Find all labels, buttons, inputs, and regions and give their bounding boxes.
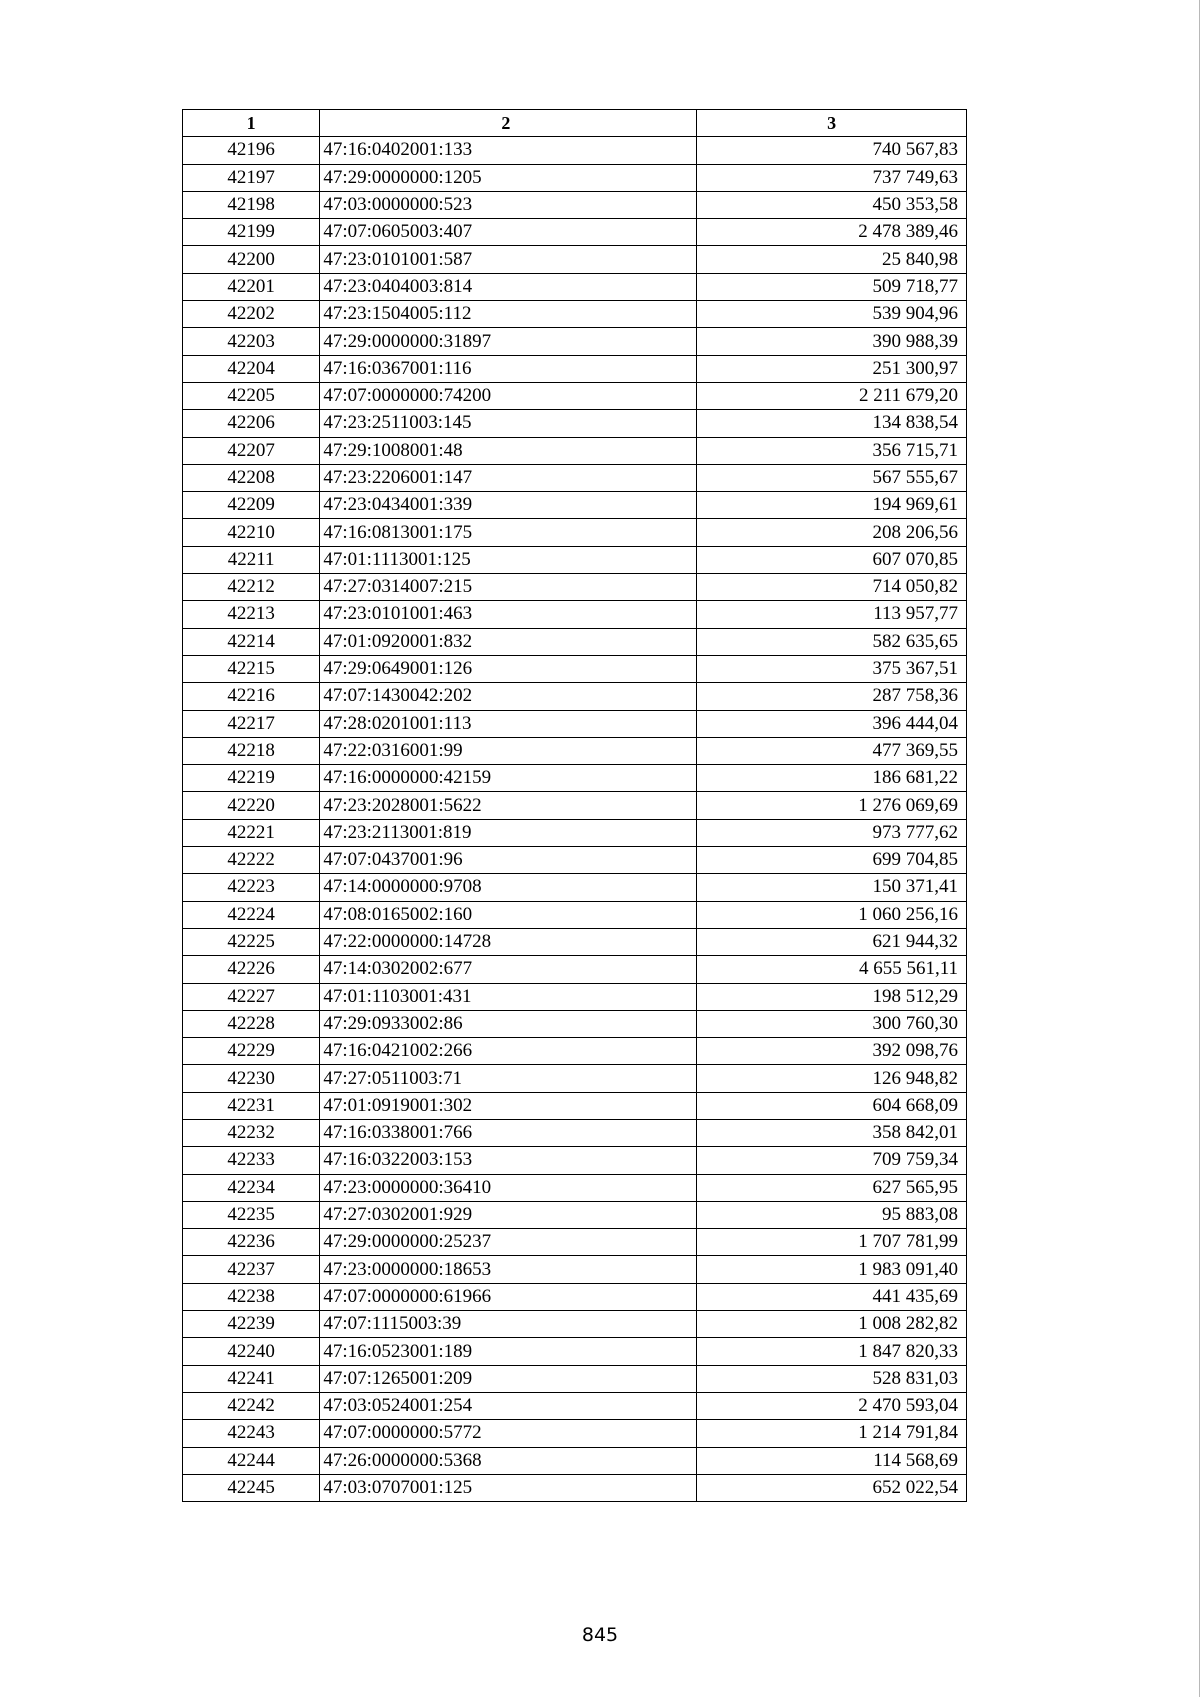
- row-number-cell: 42240: [183, 1338, 320, 1365]
- cadastral-number-cell: 47:22:0316001:99: [320, 737, 697, 764]
- row-number-cell: 42245: [183, 1474, 320, 1501]
- cadastral-number-cell: 47:16:0523001:189: [320, 1338, 697, 1365]
- value-cell: 1 983 091,40: [697, 1256, 967, 1283]
- table-row: [183, 328, 967, 355]
- cadastral-number-cell: 47:16:0813001:175: [320, 519, 697, 546]
- table-row: [183, 792, 967, 819]
- row-number-cell: 42199: [183, 219, 320, 246]
- row-number-cell: 42198: [183, 191, 320, 218]
- cadastral-number-cell: 47:26:0000000:5368: [320, 1447, 697, 1474]
- cadastral-number-cell: 47:03:0707001:125: [320, 1474, 697, 1501]
- data-table: [182, 109, 967, 1502]
- value-cell: 126 948,82: [697, 1065, 967, 1092]
- cadastral-number-cell: 47:23:0434001:339: [320, 492, 697, 519]
- cadastral-number-cell: 47:01:0920001:832: [320, 628, 697, 655]
- cadastral-number-cell: 47:29:0000000:31897: [320, 328, 697, 355]
- table-row: [183, 1338, 967, 1365]
- table-row: [183, 710, 967, 737]
- value-cell: 356 715,71: [697, 437, 967, 464]
- row-number-cell: 42216: [183, 683, 320, 710]
- column-header-2: 2: [320, 110, 697, 137]
- cadastral-number-cell: 47:29:0933002:86: [320, 1010, 697, 1037]
- table-row: [183, 737, 967, 764]
- value-cell: 300 760,30: [697, 1010, 967, 1037]
- row-number-cell: 42208: [183, 464, 320, 491]
- cadastral-number-cell: 47:16:0338001:766: [320, 1119, 697, 1146]
- value-cell: 450 353,58: [697, 191, 967, 218]
- table-row: [183, 164, 967, 191]
- table-row: [183, 847, 967, 874]
- row-number-cell: 42239: [183, 1311, 320, 1338]
- table-row: [183, 246, 967, 273]
- value-cell: 509 718,77: [697, 273, 967, 300]
- cadastral-number-cell: 47:07:1265001:209: [320, 1365, 697, 1392]
- table-row: [183, 191, 967, 218]
- value-cell: 567 555,67: [697, 464, 967, 491]
- cadastral-number-cell: 47:07:0605003:407: [320, 219, 697, 246]
- row-number-cell: 42211: [183, 546, 320, 573]
- value-cell: 709 759,34: [697, 1147, 967, 1174]
- table-row: [183, 655, 967, 682]
- cadastral-number-cell: 47:16:0000000:42159: [320, 765, 697, 792]
- cadastral-number-cell: 47:07:1430042:202: [320, 683, 697, 710]
- value-cell: 528 831,03: [697, 1365, 967, 1392]
- row-number-cell: 42202: [183, 301, 320, 328]
- cadastral-number-cell: 47:23:0101001:587: [320, 246, 697, 273]
- row-number-cell: 42204: [183, 355, 320, 382]
- table-row: [183, 874, 967, 901]
- value-cell: 627 565,95: [697, 1174, 967, 1201]
- row-number-cell: 42206: [183, 410, 320, 437]
- cadastral-number-cell: 47:23:2113001:819: [320, 819, 697, 846]
- row-number-cell: 42237: [183, 1256, 320, 1283]
- table-row: [183, 1283, 967, 1310]
- cadastral-number-cell: 47:03:0000000:523: [320, 191, 697, 218]
- table-row: [183, 355, 967, 382]
- table-row: [183, 628, 967, 655]
- table-row: [183, 601, 967, 628]
- table-row: [183, 1010, 967, 1037]
- table-body: [183, 137, 967, 1502]
- value-cell: 1 060 256,16: [697, 901, 967, 928]
- row-number-cell: 42212: [183, 574, 320, 601]
- value-cell: 740 567,83: [697, 137, 967, 164]
- row-number-cell: 42207: [183, 437, 320, 464]
- row-number-cell: 42218: [183, 737, 320, 764]
- value-cell: 150 371,41: [697, 874, 967, 901]
- cadastral-number-cell: 47:23:1504005:112: [320, 301, 697, 328]
- row-number-cell: 42223: [183, 874, 320, 901]
- value-cell: 621 944,32: [697, 928, 967, 955]
- table-row: [183, 574, 967, 601]
- value-cell: 2 211 679,20: [697, 382, 967, 409]
- cadastral-number-cell: 47:22:0000000:14728: [320, 928, 697, 955]
- table-row: [183, 273, 967, 300]
- table-row: [183, 1256, 967, 1283]
- value-cell: 194 969,61: [697, 492, 967, 519]
- row-number-cell: 42244: [183, 1447, 320, 1474]
- value-cell: 714 050,82: [697, 574, 967, 601]
- row-number-cell: 42217: [183, 710, 320, 737]
- value-cell: 737 749,63: [697, 164, 967, 191]
- row-number-cell: 42232: [183, 1119, 320, 1146]
- row-number-cell: 42213: [183, 601, 320, 628]
- cadastral-number-cell: 47:01:1103001:431: [320, 983, 697, 1010]
- cadastral-number-cell: 47:14:0000000:9708: [320, 874, 697, 901]
- value-cell: 604 668,09: [697, 1092, 967, 1119]
- table-row: [183, 1038, 967, 1065]
- table-row: [183, 1119, 967, 1146]
- value-cell: 25 840,98: [697, 246, 967, 273]
- row-number-cell: 42227: [183, 983, 320, 1010]
- table-row: [183, 1365, 967, 1392]
- cadastral-number-cell: 47:28:0201001:113: [320, 710, 697, 737]
- row-number-cell: 42201: [183, 273, 320, 300]
- table-row: [183, 1474, 967, 1501]
- row-number-cell: 42210: [183, 519, 320, 546]
- table-row: [183, 382, 967, 409]
- value-cell: 1 214 791,84: [697, 1420, 967, 1447]
- row-number-cell: 42234: [183, 1174, 320, 1201]
- value-cell: 114 568,69: [697, 1447, 967, 1474]
- value-cell: 1 707 781,99: [697, 1229, 967, 1256]
- cadastral-number-cell: 47:23:2028001:5622: [320, 792, 697, 819]
- table-row: [183, 1447, 967, 1474]
- value-cell: 134 838,54: [697, 410, 967, 437]
- cadastral-number-cell: 47:23:2511003:145: [320, 410, 697, 437]
- table-row: [183, 901, 967, 928]
- table-row: [183, 437, 967, 464]
- row-number-cell: 42203: [183, 328, 320, 355]
- row-number-cell: 42241: [183, 1365, 320, 1392]
- table-row: [183, 819, 967, 846]
- table-header: [183, 110, 967, 137]
- table-row: [183, 546, 967, 573]
- cadastral-number-cell: 47:14:0302002:677: [320, 956, 697, 983]
- cadastral-number-cell: 47:16:0322003:153: [320, 1147, 697, 1174]
- header-row: [183, 110, 967, 137]
- row-number-cell: 42214: [183, 628, 320, 655]
- value-cell: 1 008 282,82: [697, 1311, 967, 1338]
- table-row: [183, 137, 967, 164]
- value-cell: 477 369,55: [697, 737, 967, 764]
- cadastral-number-cell: 47:07:0000000:5772: [320, 1420, 697, 1447]
- cadastral-number-cell: 47:16:0421002:266: [320, 1038, 697, 1065]
- row-number-cell: 42242: [183, 1392, 320, 1419]
- value-cell: 1 276 069,69: [697, 792, 967, 819]
- cadastral-number-cell: 47:23:0000000:36410: [320, 1174, 697, 1201]
- cadastral-number-cell: 47:29:0000000:25237: [320, 1229, 697, 1256]
- row-number-cell: 42228: [183, 1010, 320, 1037]
- value-cell: 539 904,96: [697, 301, 967, 328]
- cadastral-number-cell: 47:16:0367001:116: [320, 355, 697, 382]
- row-number-cell: 42236: [183, 1229, 320, 1256]
- row-number-cell: 42197: [183, 164, 320, 191]
- row-number-cell: 42225: [183, 928, 320, 955]
- table-row: [183, 1174, 967, 1201]
- cadastral-number-cell: 47:23:0000000:18653: [320, 1256, 697, 1283]
- value-cell: 2 478 389,46: [697, 219, 967, 246]
- value-cell: 441 435,69: [697, 1283, 967, 1310]
- page-number: 845: [581, 1624, 619, 1646]
- row-number-cell: 42230: [183, 1065, 320, 1092]
- table-row: [183, 410, 967, 437]
- table-row: [183, 1392, 967, 1419]
- value-cell: 95 883,08: [697, 1201, 967, 1228]
- cadastral-number-cell: 47:29:0649001:126: [320, 655, 697, 682]
- table-row: [183, 301, 967, 328]
- cadastral-number-cell: 47:07:0437001:96: [320, 847, 697, 874]
- value-cell: 973 777,62: [697, 819, 967, 846]
- row-number-cell: 42205: [183, 382, 320, 409]
- row-number-cell: 42221: [183, 819, 320, 846]
- table-row: [183, 928, 967, 955]
- row-number-cell: 42226: [183, 956, 320, 983]
- cadastral-number-cell: 47:29:1008001:48: [320, 437, 697, 464]
- row-number-cell: 42220: [183, 792, 320, 819]
- table-row: [183, 1229, 967, 1256]
- table-row: [183, 1201, 967, 1228]
- value-cell: 392 098,76: [697, 1038, 967, 1065]
- cadastral-number-cell: 47:01:0919001:302: [320, 1092, 697, 1119]
- table-row: [183, 1092, 967, 1119]
- table-row: [183, 683, 967, 710]
- row-number-cell: 42235: [183, 1201, 320, 1228]
- cadastral-number-cell: 47:07:0000000:61966: [320, 1283, 697, 1310]
- table-row: [183, 464, 967, 491]
- value-cell: 699 704,85: [697, 847, 967, 874]
- value-cell: 582 635,65: [697, 628, 967, 655]
- value-cell: 4 655 561,11: [697, 956, 967, 983]
- row-number-cell: 42200: [183, 246, 320, 273]
- cadastral-number-cell: 47:08:0165002:160: [320, 901, 697, 928]
- row-number-cell: 42222: [183, 847, 320, 874]
- cadastral-number-cell: 47:23:0101001:463: [320, 601, 697, 628]
- value-cell: 208 206,56: [697, 519, 967, 546]
- row-number-cell: 42209: [183, 492, 320, 519]
- table-row: [183, 519, 967, 546]
- cadastral-number-cell: 47:27:0314007:215: [320, 574, 697, 601]
- value-cell: 390 988,39: [697, 328, 967, 355]
- value-cell: 652 022,54: [697, 1474, 967, 1501]
- cadastral-number-cell: 47:03:0524001:254: [320, 1392, 697, 1419]
- row-number-cell: 42238: [183, 1283, 320, 1310]
- table-row: [183, 1311, 967, 1338]
- column-header-1: 1: [183, 110, 320, 137]
- table-row: [183, 219, 967, 246]
- value-cell: 287 758,36: [697, 683, 967, 710]
- cadastral-number-cell: 47:07:1115003:39: [320, 1311, 697, 1338]
- value-cell: 375 367,51: [697, 655, 967, 682]
- cadastral-number-cell: 47:23:2206001:147: [320, 464, 697, 491]
- table-row: [183, 1147, 967, 1174]
- table-row: [183, 1065, 967, 1092]
- value-cell: 2 470 593,04: [697, 1392, 967, 1419]
- value-cell: 198 512,29: [697, 983, 967, 1010]
- cadastral-number-cell: 47:29:0000000:1205: [320, 164, 697, 191]
- value-cell: 358 842,01: [697, 1119, 967, 1146]
- value-cell: 186 681,22: [697, 765, 967, 792]
- row-number-cell: 42219: [183, 765, 320, 792]
- table-row: [183, 1420, 967, 1447]
- table-row: [183, 492, 967, 519]
- row-number-cell: 42196: [183, 137, 320, 164]
- cadastral-number-cell: 47:07:0000000:74200: [320, 382, 697, 409]
- value-cell: 251 300,97: [697, 355, 967, 382]
- cadastral-number-cell: 47:16:0402001:133: [320, 137, 697, 164]
- cadastral-number-cell: 47:23:0404003:814: [320, 273, 697, 300]
- row-number-cell: 42229: [183, 1038, 320, 1065]
- row-number-cell: 42243: [183, 1420, 320, 1447]
- row-number-cell: 42231: [183, 1092, 320, 1119]
- row-number-cell: 42215: [183, 655, 320, 682]
- table-row: [183, 765, 967, 792]
- value-cell: 113 957,77: [697, 601, 967, 628]
- cadastral-number-cell: 47:27:0302001:929: [320, 1201, 697, 1228]
- row-number-cell: 42233: [183, 1147, 320, 1174]
- cadastral-number-cell: 47:27:0511003:71: [320, 1065, 697, 1092]
- table-row: [183, 983, 967, 1010]
- value-cell: 1 847 820,33: [697, 1338, 967, 1365]
- column-header-3: 3: [697, 110, 967, 137]
- value-cell: 396 444,04: [697, 710, 967, 737]
- cadastral-number-cell: 47:01:1113001:125: [320, 546, 697, 573]
- row-number-cell: 42224: [183, 901, 320, 928]
- value-cell: 607 070,85: [697, 546, 967, 573]
- table-row: [183, 956, 967, 983]
